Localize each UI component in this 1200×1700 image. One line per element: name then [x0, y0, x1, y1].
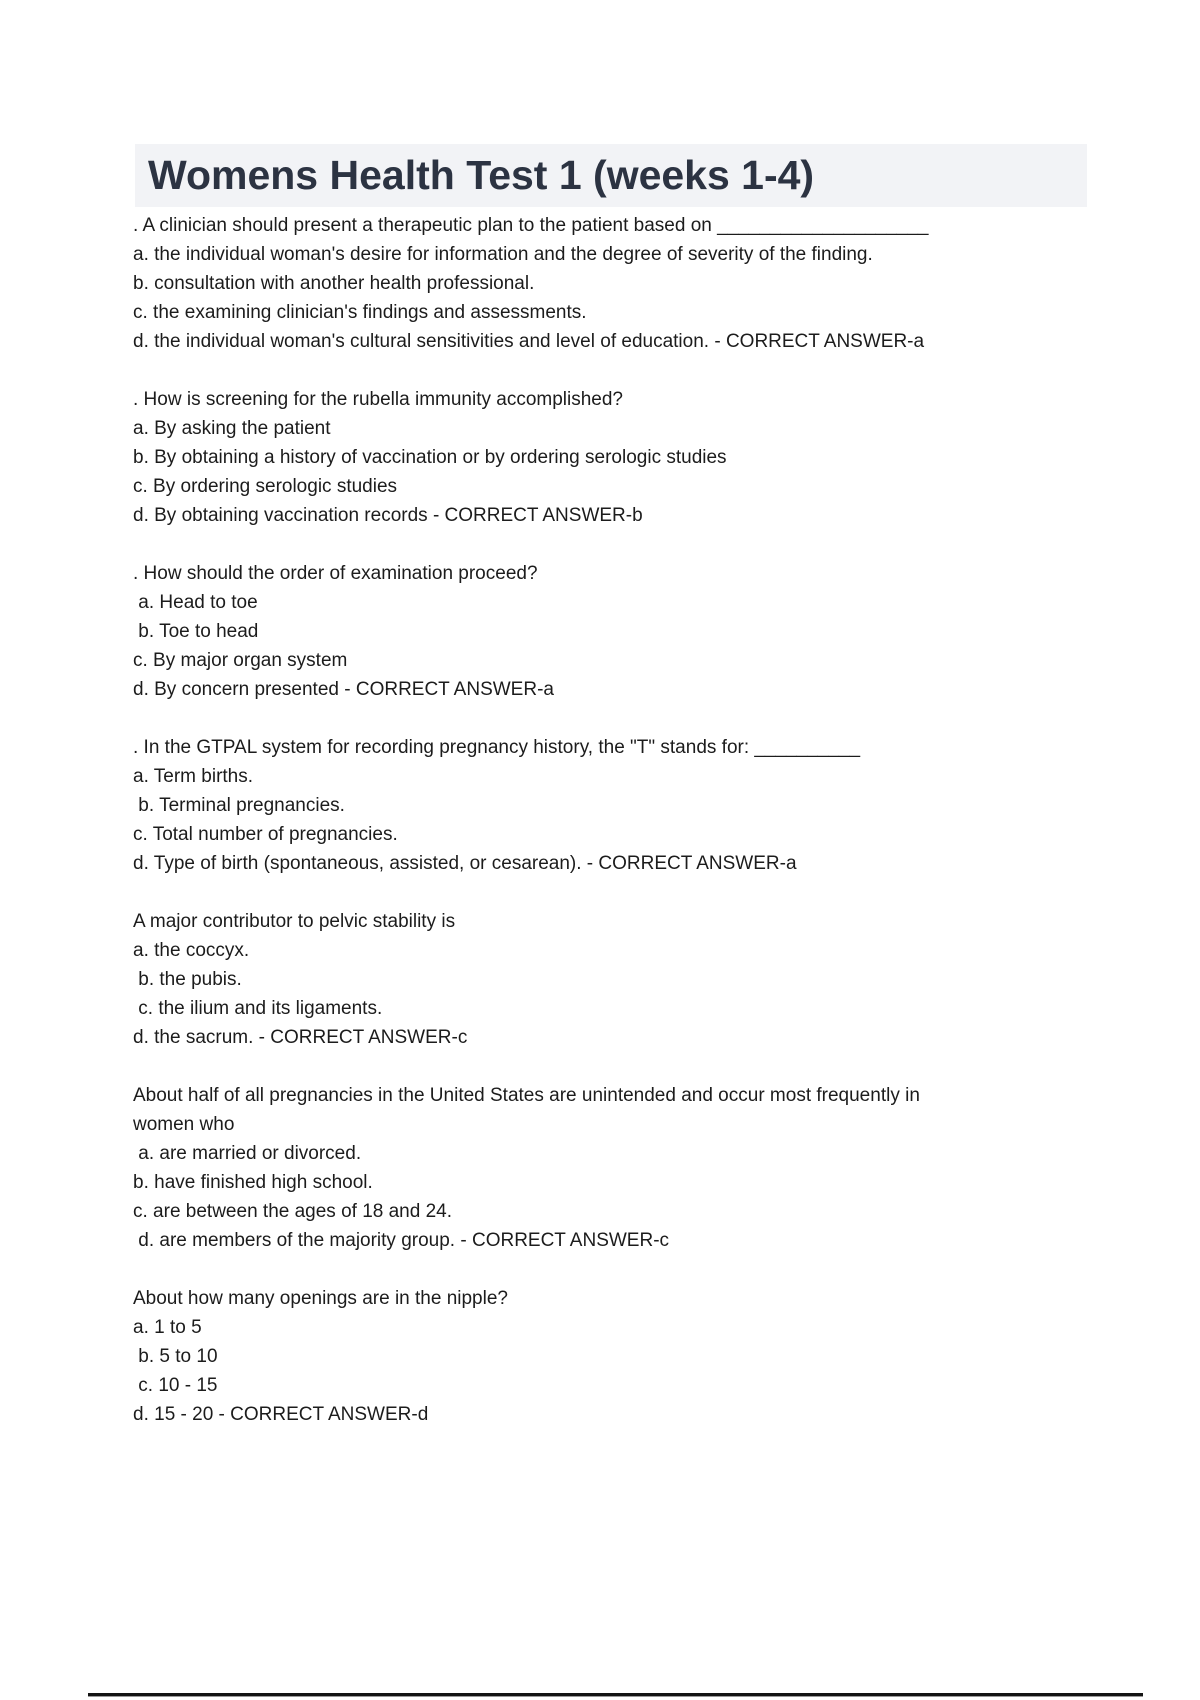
question-line: About how many openings are in the nipple?	[133, 1288, 508, 1309]
question-line: . In the GTPAL system for recording pregnancy history, the "T" stands for: __________	[133, 737, 861, 758]
question-line: women who	[133, 1114, 235, 1135]
question-line: d. the individual woman's cultural sensitivities and level of education. - CORRECT ANSWER-a	[133, 331, 925, 352]
questions	[133, 211, 1073, 1458]
title-bar	[135, 144, 1087, 207]
question-line: . How should the order of examination proceed?	[133, 563, 538, 584]
question-block	[133, 733, 1073, 878]
question-line: d. By obtaining vaccination records - CORRECT ANSWER-b	[133, 505, 643, 526]
question-line: a. Head to toe	[133, 592, 258, 613]
question-line: A major contributor to pelvic stability is	[133, 911, 456, 932]
question-line: a. the individual woman's desire for information and the degree of severity of the finding.	[133, 244, 873, 265]
question-block	[133, 907, 1073, 1052]
question-line: a. 1 to 5	[133, 1317, 202, 1338]
question-line: d. 15 - 20 - CORRECT ANSWER-d	[133, 1404, 429, 1425]
question-line: b. 5 to 10	[133, 1346, 218, 1367]
question-line: a. Term births.	[133, 766, 254, 787]
question-line: d. Type of birth (spontaneous, assisted, or cesarean). - CORRECT ANSWER-a	[133, 853, 797, 874]
question-line: c. are between the ages of 18 and 24.	[133, 1201, 453, 1222]
question-line: b. Toe to head	[133, 621, 259, 642]
question-line: d. the sacrum. - CORRECT ANSWER-c	[133, 1027, 468, 1048]
question-line: b. have finished high school.	[133, 1172, 373, 1193]
question-line: About half of all pregnancies in the United States are unintended and occur most frequently in	[133, 1085, 920, 1106]
question-line: c. Total number of pregnancies.	[133, 824, 398, 845]
question-block	[133, 211, 1073, 356]
question-line: b. Terminal pregnancies.	[133, 795, 345, 816]
question-line: b. By obtaining a history of vaccination or by ordering serologic studies	[133, 447, 727, 468]
question-line: d. By concern presented - CORRECT ANSWER-a	[133, 679, 554, 700]
question-line: . A clinician should present a therapeutic plan to the patient based on ____________________	[133, 215, 929, 236]
question-line: a. the coccyx.	[133, 940, 250, 961]
question-line: c. the ilium and its ligaments.	[133, 998, 383, 1019]
question-line: c. 10 - 15	[133, 1375, 218, 1396]
question-line: b. consultation with another health professional.	[133, 273, 535, 294]
question-line: b. the pubis.	[133, 969, 242, 990]
question-line: c. By ordering serologic studies	[133, 476, 398, 497]
page-bottom-divider	[88, 1693, 1143, 1697]
question-block	[133, 559, 1073, 704]
question-line: d. are members of the majority group. - CORRECT ANSWER-c	[133, 1230, 670, 1251]
question-block	[133, 385, 1073, 530]
question-line: . How is screening for the rubella immunity accomplished?	[133, 389, 623, 410]
question-line: a. are married or divorced.	[133, 1143, 362, 1164]
page-title: Womens Health Test 1 (weeks 1-4)	[148, 152, 815, 198]
question-block	[133, 1081, 1073, 1255]
question-block	[133, 1284, 1073, 1429]
question-line: a. By asking the patient	[133, 418, 331, 439]
question-line: c. the examining clinician's findings and assessments.	[133, 302, 587, 323]
question-line: c. By major organ system	[133, 650, 348, 671]
